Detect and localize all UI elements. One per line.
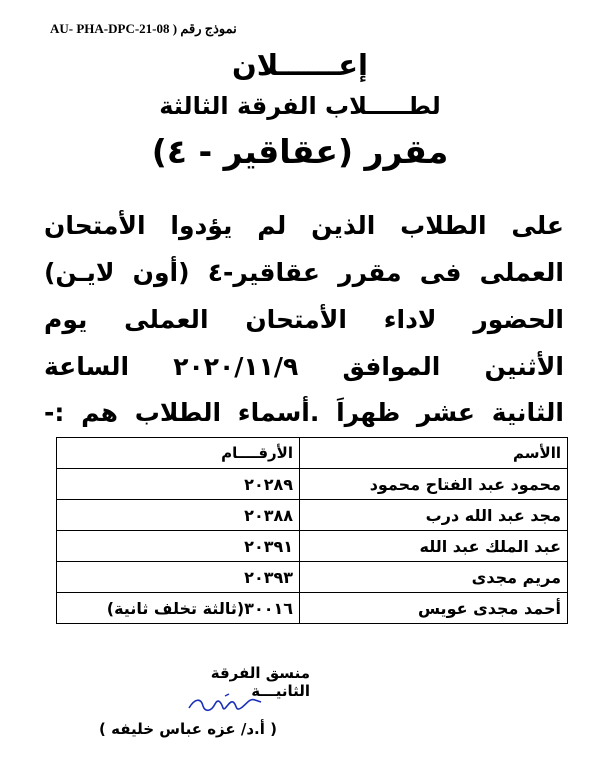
body-line: الأثنين الموافق ٢٠٢٠/١١/٩ الساعة: [44, 352, 564, 381]
signer-name: ( أ.د/ عزه عباس خليفه ): [99, 720, 277, 738]
student-number: ٢٠٣٨٨: [57, 500, 300, 531]
table-row: [57, 469, 568, 500]
student-number: ٢٠٣٩٣: [57, 562, 300, 593]
table-row: [57, 500, 568, 531]
form-code: نموذج رقم ( AU- PHA-DPC-21-08: [50, 21, 237, 36]
student-number: ٢٠٢٨٩: [57, 469, 300, 500]
student-name: عبد الملك عبد الله: [300, 531, 568, 562]
announcement-subtitle: لطـــــلاب الفرقة الثالثة: [159, 92, 441, 120]
student-number: ٢٠٣٩١: [57, 531, 300, 562]
header-number: الأرقــــام: [57, 438, 300, 469]
body-line: الثانية عشر ظهراَ .أسماء الطلاب هم :-: [44, 398, 564, 427]
student-name: محمود عبد الفتاح محمود: [300, 469, 568, 500]
students-table: [56, 437, 568, 624]
body-line: الحضور لاداء الأمتحان العملى يوم: [44, 305, 564, 334]
header-name: االأسم: [300, 438, 568, 469]
table-header-row: [57, 438, 568, 469]
table-row: [57, 531, 568, 562]
signature-image: [185, 690, 265, 720]
body-line: العملى فى مقرر عقاقير-٤ (أون لايـن): [44, 258, 564, 287]
announcement-title: إعــــــلان: [232, 48, 368, 82]
student-number: ٣٠٠١٦(ثالثة تخلف ثانية): [57, 593, 300, 624]
coordinator-label: منسق الفرقة الثانيـــة: [210, 664, 310, 700]
table-row: [57, 593, 568, 624]
table-row: [57, 562, 568, 593]
student-name: مجد عبد الله درب: [300, 500, 568, 531]
student-name: أحمد مجدى عويس: [300, 593, 568, 624]
body-line: على الطلاب الذين لم يؤدوا الأمتحان: [44, 211, 564, 240]
course-title: مقرر (عقاقير - ٤): [151, 132, 449, 171]
student-name: مريم مجدى: [300, 562, 568, 593]
